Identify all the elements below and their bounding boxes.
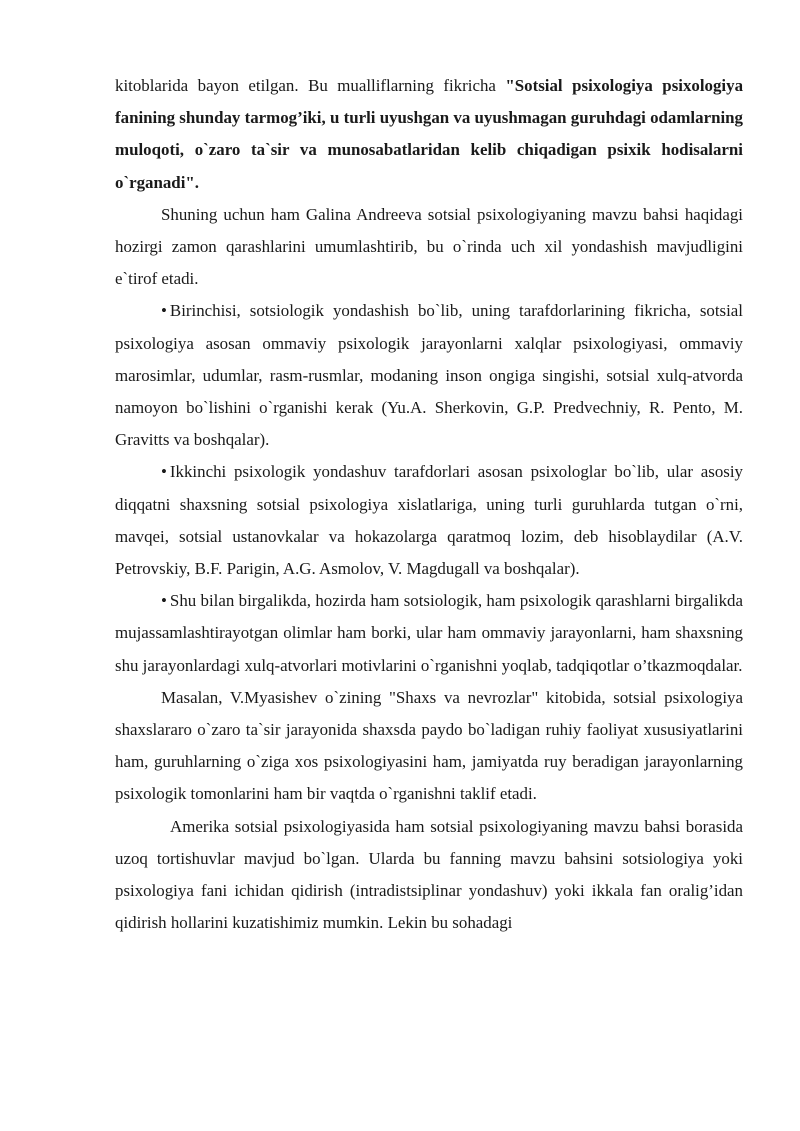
paragraph-text: kitoblarida bayon etilgan. Bu mualliflarning fikricha xyxy=(115,76,506,95)
bullet-item-combined xyxy=(115,585,743,682)
paragraph-myasishev: Masalan, V.Myasishev o`zining "Shaxs va nevrozlar" kitobida, sotsial psixologiya shaxslararo o`zaro ta`sir jarayonida shaxsda paydo bo`ladigan ruhiy faoliyat xususiyatlarini ham, guruhlarning o`ziga xos psixologiyasini ham, jamiyatda ruy beradigan jarayonlarning psixologik tomonlarini ham bir vaqtda o`rganishni taklif etadi. xyxy=(115,687,743,804)
bullet-icon: • xyxy=(161,301,167,321)
bullet-text: Shu bilan birgalikda, hozirda ham sotsiologik, ham psixologik qarashlarni birgalikda mujassamlashtirayotgan olimlar ham borki, ular ham ommaviy jarayonlarni, ham shaxsning shu jarayonlardagi xulq-atvorlari motivlarini o`rganishni yoqlab, tadqiqotlar o’tkazmoqdalar. xyxy=(115,591,743,675)
paragraph-andreeva: Shuning uchun ham Galina Andreeva sotsial psixologiyaning mavzu bahsi haqidagi hozirgi zamon qarashlarini umumlashtirib, bu o`rinda uch xil yondashish mavjudligini e`tirof etadi. xyxy=(115,204,743,289)
definition-quote: "Sotsial psixologiya psixologiya fanining shunday tarmog’iki, u turli uyushgan va uyushmagan guruhdagi odamlarning muloqoti, o`zaro ta`sir va munosabatlaridan kelib chiqadigan psixik hodisalarni o`rganadi". xyxy=(115,76,744,192)
bullet-icon: • xyxy=(161,462,167,482)
bullet-text: Birinchisi, sotsiologik yondashish bo`lib, uning tarafdorlarining fikricha, sotsial psixologiya asosan ommaviy psixologik jarayonlarni xalqlar psixologiyasi, ommaviy marosimlar, udumlar, rasm-rusmlar, modaning inson ongiga singishi, sotsial xulq-atvorda namoyon bo`lishini o`rganishi kerak (Yu.A. Sherkovin, G.P. Predvechniy, R. Pento, M. Gravitts va boshqalar). xyxy=(115,301,743,450)
bullet-item-psychological xyxy=(115,456,743,585)
bullet-item-sociological xyxy=(115,295,743,456)
bullet-text: Ikkinchi psixologik yondashuv tarafdorlari asosan psixologlar bo`lib, ular asosiy diqqatni shaxsning sotsial psixologiya xislatlariga, uning turli guruhlarda tutgan o`rni, mavqei, sotsial ustanovkalar va hokazolarga qaratmoq lozim, deb hisoblaydilar (A.V. Petrovskiy, B.F. Parigin, A.G. Asmolov, V. Magdugall va boshqalar). xyxy=(115,462,743,579)
bullet-icon: • xyxy=(161,591,167,611)
paragraph-definition xyxy=(115,70,743,199)
document-page xyxy=(115,70,743,939)
paragraph-american: Amerika sotsial psixologiyasida ham sotsial psixologiyaning mavzu bahsi borasida uzoq tortishuvlar mavjud bo`lgan. Ularda bu fanning mavzu bahsini sotsiologiya yoki psixologiya fani ichidan qidirish (intradistsiplinar yondashuv) yoki ikkala fan oralig’idan qidirish hollarini kuzatishimiz mumkin. Lekin bu sohadagi xyxy=(115,816,743,933)
